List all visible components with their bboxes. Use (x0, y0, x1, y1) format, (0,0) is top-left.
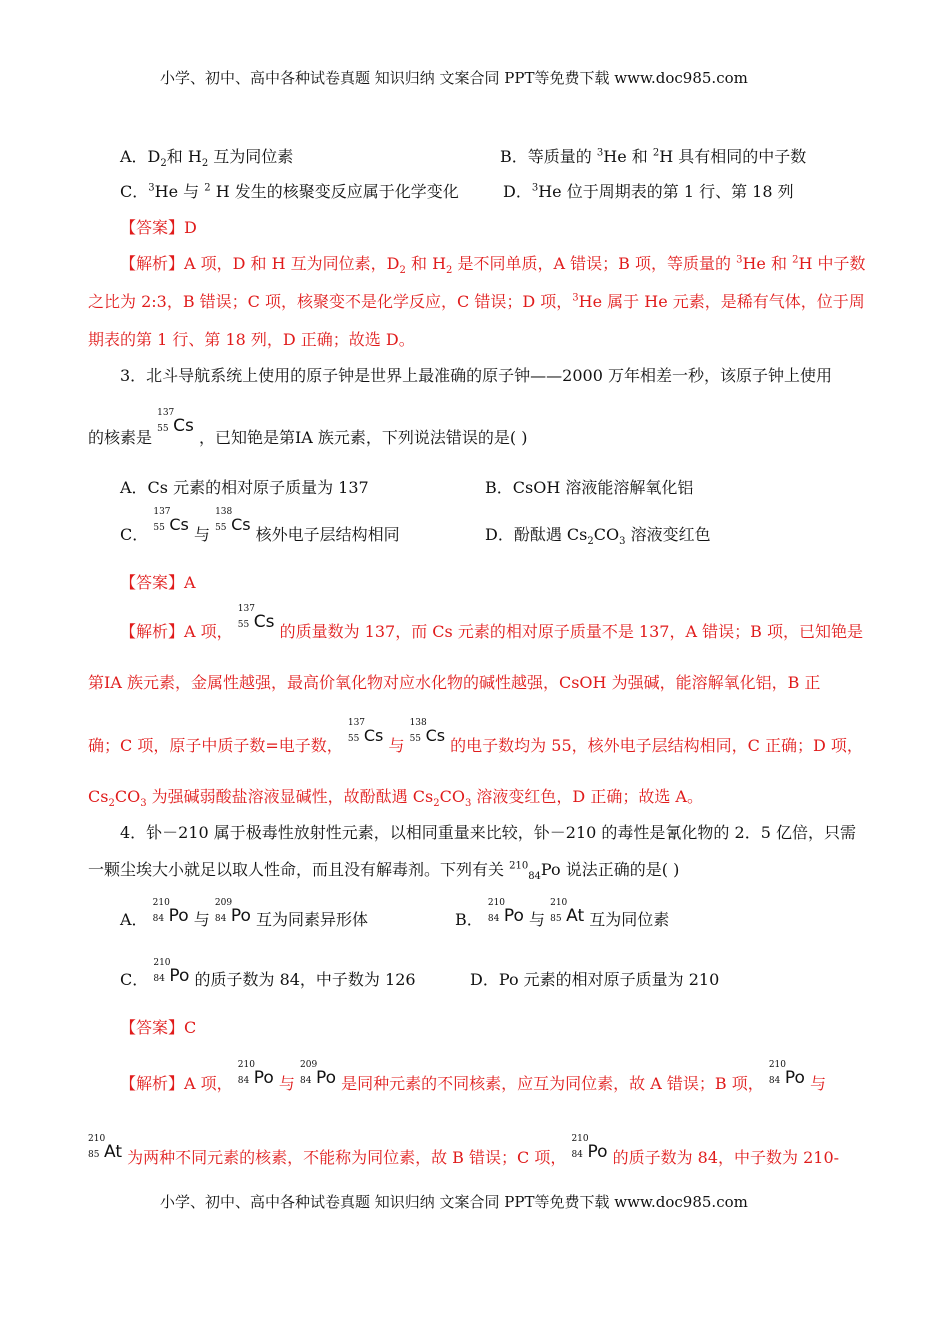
nuclide-po210: 210 84 Po (237, 1060, 274, 1088)
q2-option-b: B．等质量的 $^3$He 和 $^2$H 具有相同的中子数 (500, 147, 807, 166)
page-header: 小学、初中、高中各种试卷真题 知识归纳 文案合同 PPT等免费下载 www.doc985.com (160, 69, 748, 87)
q3-explanation-line2: 第ⅠA 族元素，金属性越强，最高价氧化物对应水化物的碱性越强，CsOH 为强碱，能溶解氧化铝，B 正 (88, 673, 821, 692)
nuclide-po210: 210 84 Po (768, 1060, 805, 1088)
q2-option-a: A．$D_2$和 $H_2$ 互为同位素 (120, 147, 294, 170)
nuclide-at210: 210 85 At (88, 1134, 122, 1162)
nuclide-po210: 210 84 Po (153, 958, 190, 986)
q2-option-c: C．$^3$He 与 $^2$ H 发生的核聚变反应属于化学变化 (120, 182, 459, 201)
nuclide-po210: 210 84 Po (571, 1134, 608, 1162)
q2-explanation-line3: 期表的第 1 行、第 18 列，D 正确；故选 D。 (88, 330, 415, 349)
nuclide-po209: 209 84 Po (300, 1060, 337, 1088)
nuclide-cs137: 137 55 Cs (237, 604, 275, 632)
q3-explanation-line3: 确；C 项，原子中质子数=电子数， 137 55 Cs 与 138 55 Cs 的电子数均为 55，核外电子层结构相同，C 正确；D 项， (88, 718, 863, 755)
q2-explanation-line2: 之比为 2:3，B 错误；C 项，核聚变不是化学反应，C 错误；D 项，$^3$He 属于 He 元素，是稀有气体，位于周 (88, 292, 865, 311)
q2-answer: 【答案】D (120, 218, 197, 237)
q2-explanation-line1: 【解析】A 项，D 和 H 互为同位素，$D_2$ 和 $H_2$ 是不同单质，A 错误；B 项，等质量的 $^3$He 和 $^2$H 中子数 (120, 254, 866, 277)
nuclide-at210: 210 85 At (550, 898, 585, 926)
q4-option-d: D．Po 元素的相对原子质量为 210 (470, 970, 720, 989)
nuclide-cs137: 137 55 Cs (153, 507, 189, 534)
q3-explanation-line4: $Cs_2CO_3$ 为强碱弱酸盐溶液显碱性，故酚酞遇 $Cs_2CO_3$ 溶液变红色，D 正确；故选 A。 (88, 787, 703, 810)
q2-option-d: D．$^3$He 位于周期表的第 1 行、第 18 列 (503, 182, 794, 201)
q4-answer: 【答案】C (120, 1018, 197, 1037)
nuclide-po210: 210 84 Po (487, 898, 524, 926)
q3-option-d: D．酚酞遇 $Cs_2CO_3$ 溶液变红色 (485, 525, 711, 548)
q3-stem-line1: 3．北斗导航系统上使用的原子钟是世界上最准确的原子钟——2000 万年相差一秒，该原子钟上使用 (120, 366, 832, 385)
q4-option-a: A． 210 84 Po 与 209 84 Po 互为同素异形体 (120, 898, 369, 929)
q4-stem-line1: 4．钋－210 属于极毒性放射性元素，以相同重量来比较，钋－210 的毒性是氰化物的 2．5 亿倍，只需 (120, 823, 856, 842)
q4-option-c: C． 210 84 Po 的质子数为 84，中子数为 126 (120, 958, 416, 989)
q3-answer: 【答案】A (120, 573, 196, 592)
q4-option-b: B． 210 84 Po 与 210 85 At 互为同位素 (455, 898, 670, 929)
q3-explanation-line1: 【解析】A 项， 137 55 Cs 的质量数为 137，而 Cs 元素的相对原子质量不是 137，A 错误；B 项，已知铯是 (120, 604, 863, 641)
page-footer: 小学、初中、高中各种试卷真题 知识归纳 文案合同 PPT等免费下载 www.doc985.com (160, 1193, 748, 1211)
q4-explanation-line2: 210 85 At 为两种不同元素的核素，不能称为同位素，故 B 错误；C 项， 210 84 Po 的质子数为 84，中子数为 210- (88, 1134, 840, 1167)
q3-option-b: B．CsOH 溶液能溶解氧化铝 (485, 478, 694, 497)
q3-option-c: C． 137 55 Cs 与 138 55 Cs 核外电子层结构相同 (120, 507, 400, 544)
nuclide-po209: 209 84 Po (214, 898, 251, 926)
q3-stem-line2: 的核素是 137 55 Cs ，已知铯是第ⅠA 族元素，下列说法错误的是( ) (88, 408, 528, 447)
nuclide-cs137: 137 55 Cs (157, 408, 194, 436)
nuclide-cs138: 138 55 Cs (409, 718, 446, 745)
q4-stem-line2: 一颗尘埃大小就足以取人性命，而且没有解毒剂。下列有关 $^{210}_{84}$Po 说法正确的是( ) (88, 860, 680, 883)
nuclide-cs138: 138 55 Cs (215, 507, 251, 534)
nuclide-cs137: 137 55 Cs (347, 718, 384, 745)
q3-option-a: A．Cs 元素的相对原子质量为 137 (120, 478, 369, 497)
nuclide-po210: 210 84 Po (152, 898, 189, 926)
q4-explanation-line1: 【解析】A 项， 210 84 Po 与 209 84 Po 是同种元素的不同核素，应互为同位素，故 A 错误；B 项， 210 84 Po 与 (120, 1060, 826, 1093)
